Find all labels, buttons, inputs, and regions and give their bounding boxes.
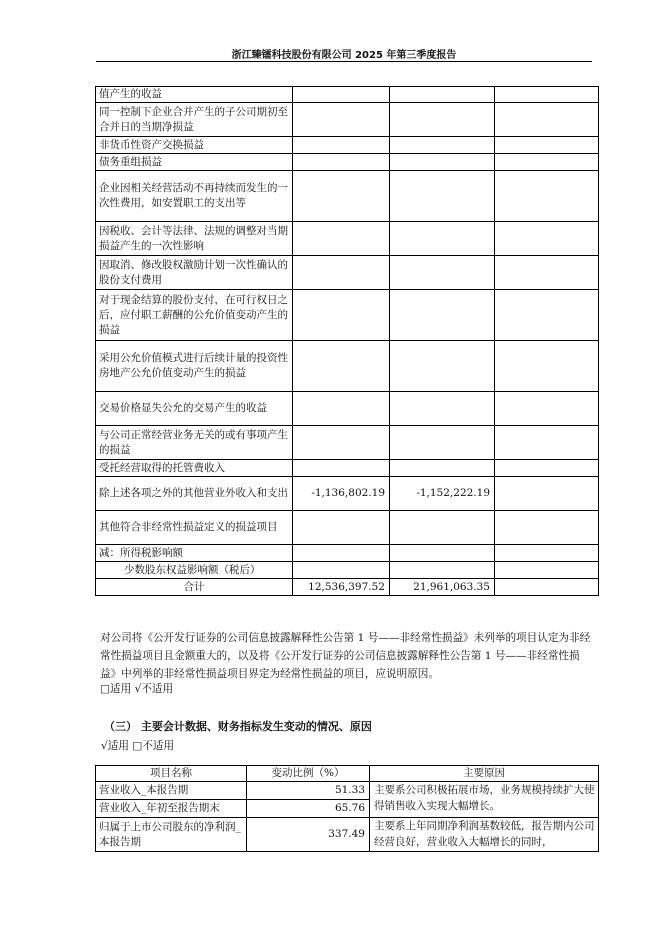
row-label: 因取消、修改股权激励计划一次性确认的股份支付费用 xyxy=(96,256,293,290)
row-year-to-date xyxy=(390,171,495,222)
non-recurring-items-table xyxy=(95,86,599,596)
row-current-period xyxy=(293,103,390,137)
row-year-to-date xyxy=(390,103,495,137)
row-year-to-date xyxy=(390,545,495,562)
table-row xyxy=(96,460,599,477)
table-row xyxy=(96,171,599,222)
row-name: 营业收入_年初至报告期末 xyxy=(96,800,247,818)
row-ratio: 51.33 xyxy=(247,782,370,800)
row-current-period xyxy=(293,460,390,477)
row-current-period xyxy=(293,137,390,154)
row-current-period xyxy=(293,392,390,426)
row-year-to-date xyxy=(390,426,495,460)
table-row xyxy=(96,154,599,171)
row-label: 同一控制下企业合并产生的子公司期初至合并日的当期净损益 xyxy=(96,103,293,137)
indicator-change-table xyxy=(95,765,599,852)
row-year-to-date: -1,152,222.19 xyxy=(390,477,495,511)
row-note xyxy=(495,154,599,171)
row-note xyxy=(495,392,599,426)
applicability-not-applicable: □适用 √不适用 xyxy=(100,683,174,695)
row-label: 因税收、会计等法律、法规的调整对当期损益产生的一次性影响 xyxy=(96,222,293,256)
row-note xyxy=(495,460,599,477)
table-row xyxy=(96,562,599,579)
row-current-period xyxy=(293,171,390,222)
row-label: 交易价格显失公允的交易产生的收益 xyxy=(96,392,293,426)
table-row xyxy=(96,511,599,545)
row-year-to-date xyxy=(390,256,495,290)
row-year-to-date xyxy=(390,137,495,154)
table-row xyxy=(96,87,599,103)
row-note xyxy=(495,426,599,460)
row-year-to-date xyxy=(390,460,495,477)
row-note xyxy=(495,290,599,341)
row-note xyxy=(495,477,599,511)
row-note xyxy=(495,137,599,154)
row-current-period xyxy=(293,511,390,545)
table-row xyxy=(96,256,599,290)
row-note xyxy=(495,511,599,545)
row-label: 采用公允价值模式进行后续计量的投资性房地产公允价值变动产生的损益 xyxy=(96,341,293,392)
row-current-period xyxy=(293,256,390,290)
row-year-to-date xyxy=(390,562,495,579)
header-change-ratio: 变动比例（%） xyxy=(247,766,370,782)
table-total-row xyxy=(96,579,599,596)
row-year-to-date xyxy=(390,154,495,171)
row-note xyxy=(495,341,599,392)
row-note xyxy=(495,87,599,103)
row-label: 受托经营取得的托管费收入 xyxy=(96,460,293,477)
row-note xyxy=(495,222,599,256)
row-current-period xyxy=(293,341,390,392)
row-label: 其他符合非经常性损益定义的损益项目 xyxy=(96,511,293,545)
row-label: 与公司正常经营业务无关的或有事项产生的损益 xyxy=(96,426,293,460)
header-rule xyxy=(96,61,592,62)
section-three-applicability: √适用 □不适用 xyxy=(101,740,175,752)
row-label: 债务重组损益 xyxy=(96,154,293,171)
row-label: 非货币性资产交换损益 xyxy=(96,137,293,154)
row-ratio: 65.76 xyxy=(247,800,370,818)
note-paragraph: 对公司将《公开发行证券的公司信息披露解释性公告第 1 号——非经常性损益》未列举的项目认定为非经常性损益项目且金额重大的，以及将《公开发行证券的公司信息披露解释性公告第 1 号——非经常性损益》中列举的非经常性损益项目界定为经常性损益的项目，应说明原因。 xyxy=(100,632,591,680)
row-label: 企业因相关经营活动不再持续而发生的一次性费用，如安置职工的支出等 xyxy=(96,171,293,222)
row-year-to-date xyxy=(390,290,495,341)
table-row xyxy=(96,426,599,460)
row-ratio: 337.49 xyxy=(247,818,370,852)
row-current-period xyxy=(293,426,390,460)
total-label: 合计 xyxy=(96,579,293,596)
row-year-to-date xyxy=(390,392,495,426)
row-note xyxy=(495,171,599,222)
table-row xyxy=(96,137,599,154)
table-row xyxy=(96,290,599,341)
row-year-to-date xyxy=(390,341,495,392)
row-current-period xyxy=(293,87,390,103)
row-current-period xyxy=(293,562,390,579)
row-current-period xyxy=(293,154,390,171)
table-row xyxy=(96,545,599,562)
row-current-period: -1,136,802.19 xyxy=(293,477,390,511)
row-label: 减：所得税影响额 xyxy=(96,545,293,562)
table-row xyxy=(96,103,599,137)
row-current-period xyxy=(293,290,390,341)
row-year-to-date xyxy=(390,222,495,256)
header-main-reason: 主要原因 xyxy=(370,766,599,782)
total-current-period: 12,536,397.52 xyxy=(293,579,390,596)
row-label: 除上述各项之外的其他营业外收入和支出 xyxy=(96,477,293,511)
reason-revenue: 主要系公司积极拓展市场，业务规模持续扩大使得销售收入实现大幅增长。 xyxy=(370,782,599,818)
row-note xyxy=(495,103,599,137)
table-row xyxy=(96,477,599,511)
row-note xyxy=(495,545,599,562)
row-year-to-date xyxy=(390,87,495,103)
row-label: 对于现金结算的股份支付，在可行权日之后，应付职工薪酬的公允价值变动产生的损益 xyxy=(96,290,293,341)
report-header: 浙江臻镭科技股份有限公司 2025 年第三季度报告 xyxy=(231,50,457,61)
row-year-to-date xyxy=(390,511,495,545)
row-name: 归属于上市公司股东的净利润_本报告期 xyxy=(96,818,247,852)
row-current-period xyxy=(293,545,390,562)
row-label: 少数股东权益影响额（税后） xyxy=(96,562,293,579)
table-row xyxy=(96,222,599,256)
header-item-name: 项目名称 xyxy=(96,766,247,782)
section-three-title: （三） 主要会计数据、财务指标发生变动的情况、原因 xyxy=(104,720,372,733)
total-note xyxy=(495,579,599,596)
row-note xyxy=(495,256,599,290)
row-name: 营业收入_本报告期 xyxy=(96,782,247,800)
table-row xyxy=(96,341,599,392)
total-year-to-date: 21,961,063.35 xyxy=(390,579,495,596)
row-label: 值产生的收益 xyxy=(96,87,293,103)
row-current-period xyxy=(293,222,390,256)
reason-net-profit: 主要系上年同期净利润基数较低，报告期内公司经营良好，营业收入大幅增长的同时， xyxy=(370,818,599,852)
table-row xyxy=(96,392,599,426)
row-note xyxy=(495,562,599,579)
